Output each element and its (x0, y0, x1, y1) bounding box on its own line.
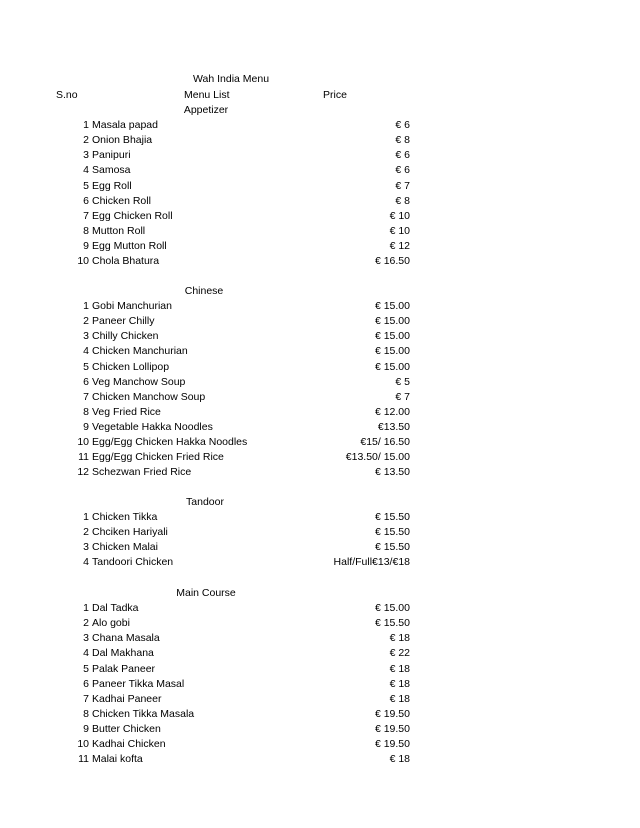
item-name: Veg Manchow Soup (92, 375, 186, 388)
item-number: 4 (83, 556, 89, 569)
section-title: Appetizer (183, 104, 229, 116)
menu-item-row (0, 239, 640, 254)
item-price: € 15.00 (374, 360, 410, 373)
item-price: € 15.50 (374, 526, 410, 539)
item-price: € 13.50 (374, 466, 410, 479)
item-number: 1 (83, 300, 89, 313)
item-number: 9 (83, 239, 89, 252)
item-number: 10 (77, 255, 89, 267)
item-number: 12 (77, 466, 89, 479)
item-name: Vegetable Hakka Noodles (92, 420, 213, 433)
item-name: Chicken Lollipop (92, 360, 170, 373)
item-price: € 18 (389, 632, 410, 645)
menu-item-row (0, 148, 640, 163)
item-number: 6 (83, 375, 89, 388)
item-price: €13.50/ 15.00 (345, 451, 410, 464)
menu-item-row (0, 540, 640, 555)
item-number: 3 (83, 330, 89, 343)
item-price: € 8 (395, 194, 410, 207)
item-name: Chicken Malai (92, 541, 158, 554)
item-name: Mutton Roll (92, 224, 146, 237)
menu-item-row (0, 299, 640, 314)
item-name: Egg/Egg Chicken Fried Rice (92, 451, 224, 464)
item-price: Half/Full€13/€18 (333, 556, 410, 569)
item-number: 10 (77, 436, 89, 448)
item-number: 1 (83, 511, 89, 524)
menu-item-row (0, 179, 640, 194)
item-price: € 8 (395, 134, 410, 147)
item-price: € 7 (395, 390, 410, 403)
item-price: € 15.00 (374, 345, 410, 358)
item-name: Egg/Egg Chicken Hakka Noodles (92, 436, 248, 448)
item-name: Chola Bhatura (92, 255, 160, 267)
section-title: Tandoor (186, 496, 224, 508)
item-price: € 18 (389, 662, 410, 675)
item-price: € 10 (389, 224, 410, 237)
item-price: € 22 (389, 647, 410, 660)
item-name: Butter Chicken (92, 722, 161, 735)
item-number: 1 (83, 119, 89, 132)
menu-item-row (0, 707, 640, 722)
item-name: Egg Mutton Roll (92, 239, 167, 252)
item-number: 3 (83, 541, 89, 554)
item-price: € 6 (395, 164, 410, 177)
item-name: Chicken Tikka Masala (92, 707, 195, 720)
item-price: € 16.50 (374, 255, 410, 267)
item-name: Dal Tadka (92, 602, 139, 615)
menu-list-column-header: Menu List (184, 89, 230, 101)
item-number: 2 (83, 617, 89, 630)
menu-item-row (0, 329, 640, 344)
item-number: 5 (83, 662, 89, 675)
item-number: 3 (83, 632, 89, 645)
item-number: 7 (83, 692, 89, 705)
item-name: Paneer Tikka Masal (92, 677, 185, 690)
item-number: 1 (83, 602, 89, 615)
item-number: 8 (83, 224, 89, 237)
item-name: Chilly Chicken (92, 330, 159, 343)
item-price: € 12 (389, 239, 410, 252)
menu-item-row (0, 646, 640, 661)
menu-item-row (0, 360, 640, 375)
item-price: € 18 (389, 753, 410, 766)
item-name: Egg Chicken Roll (92, 209, 173, 222)
item-number: 6 (83, 194, 89, 207)
item-name: Samosa (92, 164, 131, 177)
item-number: 10 (77, 738, 89, 750)
menu-item-row (0, 209, 640, 224)
item-number: 8 (83, 405, 89, 418)
section-title: Chinese (184, 285, 224, 297)
item-name: Palak Paneer (92, 662, 156, 675)
menu-item-row (0, 631, 640, 646)
item-name: Malai kofta (92, 753, 143, 766)
item-number: 8 (83, 707, 89, 720)
item-name: Panipuri (92, 149, 131, 162)
menu-item-row (0, 375, 640, 390)
item-number: 2 (83, 526, 89, 539)
item-name: Kadhai Paneer (92, 692, 162, 705)
item-price: € 15.00 (374, 300, 410, 313)
item-name: Chciken Hariyali (92, 526, 168, 539)
item-price: € 15.00 (374, 602, 410, 615)
menu-item-row (0, 662, 640, 677)
menu-item-row (0, 677, 640, 692)
menu-item-row (0, 465, 640, 480)
menu-item-row (0, 737, 640, 752)
price-column-header: Price (323, 89, 347, 101)
item-price: € 15.00 (374, 330, 410, 343)
menu-item-row (0, 194, 640, 209)
item-name: Paneer Chilly (92, 315, 155, 328)
sno-column-header: S.no (56, 89, 78, 101)
menu-item-row (0, 254, 640, 269)
menu-item-row (0, 344, 640, 359)
item-price: € 10 (389, 209, 410, 222)
item-name: Chicken Tikka (92, 511, 158, 524)
menu-title: Wah India Menu (193, 73, 270, 85)
item-number: 3 (83, 149, 89, 162)
item-number: 5 (83, 179, 89, 192)
item-number: 4 (83, 345, 89, 358)
item-price: € 19.50 (374, 722, 410, 735)
item-name: Kadhai Chicken (92, 738, 166, 750)
item-number: 6 (83, 677, 89, 690)
item-price: € 15.50 (374, 617, 410, 630)
item-price: € 12.00 (374, 405, 410, 418)
menu-item-row (0, 555, 640, 570)
item-number: 7 (83, 390, 89, 403)
item-number: 11 (78, 451, 89, 464)
item-price: € 15.50 (374, 541, 410, 554)
item-price: € 6 (395, 149, 410, 162)
item-name: Schezwan Fried Rice (92, 466, 192, 479)
menu-item-row (0, 405, 640, 420)
item-name: Chana Masala (92, 632, 160, 645)
menu-item-row (0, 435, 640, 450)
item-price: €13.50 (377, 420, 410, 433)
menu-item-row (0, 616, 640, 631)
item-number: 5 (83, 360, 89, 373)
item-name: Tandoori Chicken (92, 556, 174, 569)
item-number: 2 (83, 134, 89, 147)
menu-item-row (0, 525, 640, 540)
menu-item-row (0, 314, 640, 329)
item-price: € 15.50 (374, 511, 410, 524)
item-name: Dal Makhana (92, 647, 154, 660)
menu-item-row (0, 390, 640, 405)
menu-item-row (0, 450, 640, 465)
item-price: € 5 (395, 375, 410, 388)
menu-item-row (0, 118, 640, 133)
menu-item-row (0, 752, 640, 767)
item-name: Masala papad (92, 119, 158, 132)
menu-item-row (0, 601, 640, 616)
item-name: Gobi Manchurian (92, 300, 172, 313)
section-title: Main Course (176, 587, 236, 599)
item-price: € 19.50 (374, 738, 410, 750)
item-number: 4 (83, 164, 89, 177)
item-number: 7 (83, 209, 89, 222)
item-name: Chicken Manchow Soup (92, 390, 206, 403)
menu-item-row (0, 722, 640, 737)
item-number: 9 (83, 420, 89, 433)
item-price: € 7 (395, 179, 410, 192)
item-name: Alo gobi (92, 617, 130, 630)
menu-item-row (0, 163, 640, 178)
menu-item-row (0, 692, 640, 707)
menu-item-row (0, 224, 640, 239)
item-number: 2 (83, 315, 89, 328)
item-name: Chicken Manchurian (92, 345, 188, 358)
menu-item-row (0, 420, 640, 435)
item-name: Chicken Roll (92, 194, 151, 207)
menu-item-row (0, 133, 640, 148)
item-price: € 18 (389, 677, 410, 690)
item-price: € 19.50 (374, 707, 410, 720)
item-price: € 15.00 (374, 315, 410, 328)
item-number: 11 (78, 753, 89, 766)
item-name: Onion Bhajia (92, 134, 153, 147)
item-price: € 6 (395, 119, 410, 132)
item-name: Veg Fried Rice (92, 405, 161, 418)
item-number: 9 (83, 722, 89, 735)
item-price: € 18 (389, 692, 410, 705)
item-number: 4 (83, 647, 89, 660)
item-name: Egg Roll (92, 179, 132, 192)
item-price: €15/ 16.50 (360, 436, 410, 448)
menu-item-row (0, 510, 640, 525)
